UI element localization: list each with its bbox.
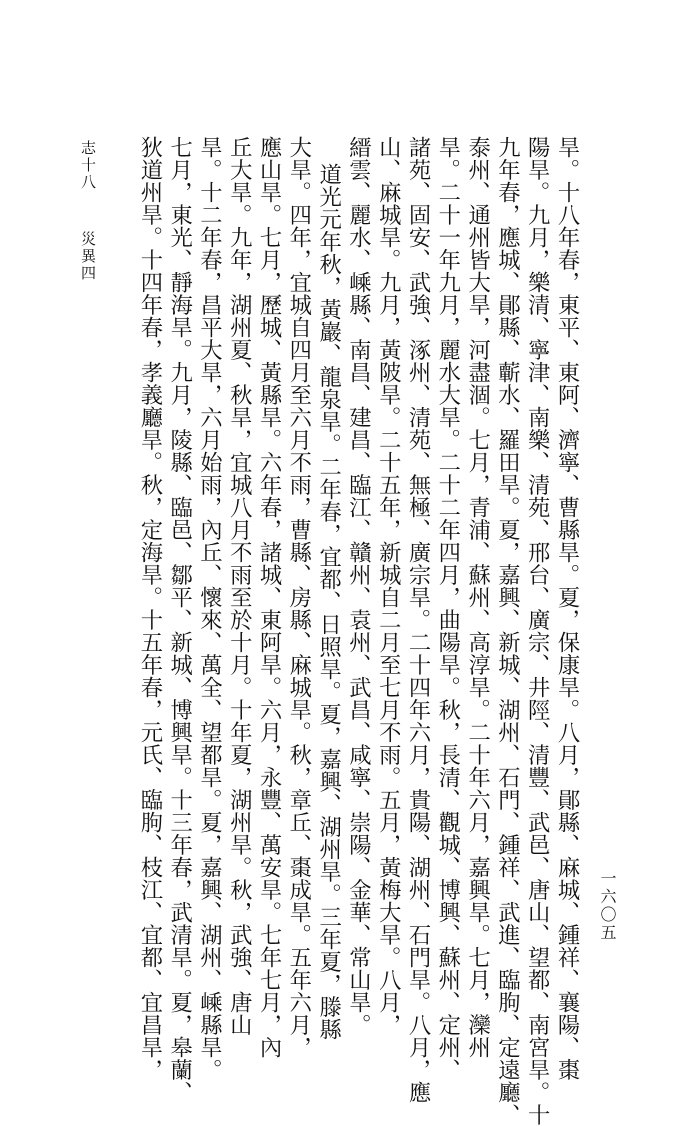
text-column-5: 旱。二十一年九月，麗水大旱。二十二年四月，曲陽旱。秋，長清、觀城、博興、蘇州、定州、 xyxy=(434,136,461,1081)
volume-label: 志十八 xyxy=(79,140,97,191)
text-column-9: 道光元年秋，黃巖、龍泉旱。二年春，宜都、日照旱。夏，嘉興、湖州旱。三年夏，滕縣 xyxy=(315,163,342,1041)
text-column-12: 丘大旱。九年，湖州夏、秋旱，宜城八月不雨至於十月。十年夏，湖州旱。秋，武強、唐山 xyxy=(226,136,253,1036)
page-number: 一六〇五 xyxy=(598,870,617,942)
text-column-4: 泰州、通州皆大旱，河盡涸。七月，青浦、蘇州、高淳旱。二十年六月，嘉興旱。七月，灤州 xyxy=(464,136,491,1059)
text-column-11: 應山旱。七月，歷城、黃縣旱。六年春，諸城、東阿旱。六月，永豐、萬安旱。七年七月，內 xyxy=(256,136,283,1059)
text-column-13: 旱。十二年春，昌平大旱，六月始雨，內丘、懷來、萬全、望都旱。夏，嘉興、湖州、嵊縣旱。 xyxy=(196,136,223,1081)
text-column-10: 大旱。四年，宜城自四月至六月不雨，曹縣、房縣、麻城旱。秋，章丘、棗成旱。五年六月， xyxy=(285,136,312,1059)
text-column-14: 七月，東光、靜海旱。九月，陵縣、臨邑、鄒平、新城、博興旱。十三年春，武清旱。夏，皋蘭、 xyxy=(166,136,193,1104)
text-column-8: 縉雲、麗水、嵊縣、南昌、建昌、臨江、贛州、袁州、武昌、咸寧、崇陽、金華、常山旱。 xyxy=(345,136,372,1036)
text-column-7: 山、麻城旱。九月，黃陂旱。二十五年，新城自二月至七月不雨。五月，黃梅大旱。八月， xyxy=(375,136,402,1036)
text-column-3: 九年春，應城、鄖縣、蘄水、羅田旱。夏，嘉興、新城、湖州、石門、鍾祥、武進、臨朐、定遠廳、 xyxy=(494,136,521,1126)
text-column-2: 陽旱。九月，樂清、寧津、南樂、清苑、邢台、廣宗、井陘、清豐、武邑、唐山、望都、南宮旱。十 xyxy=(524,136,551,1126)
text-column-6: 諸苑、固安、武強、涿州、清苑、無極、廣宗旱。二十四年六月，貴陽、湖州、石門旱。八月，應 xyxy=(405,136,432,1104)
text-block xyxy=(134,136,581,1126)
section-label: 災異四 xyxy=(79,231,97,282)
margin-header xyxy=(78,140,99,282)
text-column-15: 狄道州旱。十四年春，孝義廳旱。秋，定海旱。十五年春，元氏、臨朐、枝江、宜都、宜昌旱， xyxy=(136,136,163,1081)
text-column-1: 旱。十八年春，東平、東阿、濟寧、曹縣旱。夏，保康旱。八月，鄖縣、麻城、鍾祥、襄陽、棗 xyxy=(554,136,580,1081)
